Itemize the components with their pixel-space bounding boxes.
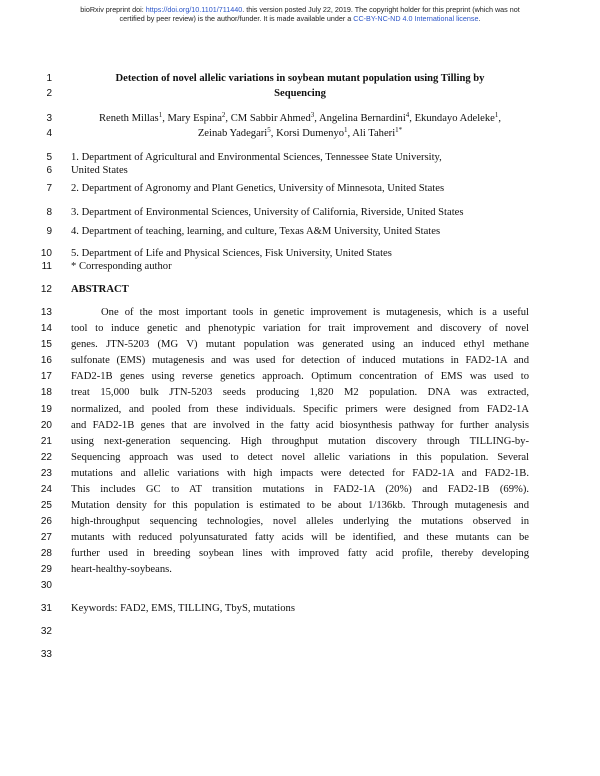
- abstract-line: normalized, and pooled from these individuals. Specific primers were designed from FAD2-1A: [71, 404, 529, 415]
- abstract-line: further used in breeding soybean lines with improved fatty acid profile, thereby developing: [71, 548, 529, 559]
- abstract-line: This includes GC to AT transition mutations in FAD2-1A (20%) and FAD2-1B (69%).: [71, 484, 529, 495]
- line-number: 12: [40, 284, 52, 295]
- line-number: 17: [40, 371, 52, 382]
- header-line-2: certified by peer review) is the author/funder. It is made available under a CC-BY-NC-ND 4.0 International license.: [119, 14, 481, 23]
- abstract-line: genes. JTN-5203 (MG V) mutant population was generated using an induced ethyl methane: [71, 339, 529, 350]
- affiliation-4: 4. Department of teaching, learning, and culture, Texas A&M University, United States: [71, 226, 441, 237]
- line-number: 24: [40, 484, 52, 495]
- abstract-line: Sequencing approach was used to detect novel allelic variations in this population. Several: [71, 452, 529, 463]
- abstract-line: using next-generation sequencing. High throughput mutation discovery through TILLING-by-: [71, 436, 529, 447]
- abstract-line: sulfonate (EMS) mutagenesis and was used for detection of induced mutations in FAD2-1A and: [71, 355, 529, 366]
- line-number: 23: [40, 468, 52, 479]
- line-number: 15: [40, 339, 52, 350]
- affiliation-2: 2. Department of Agronomy and Plant Genetics, University of Minnesota, United States: [71, 183, 445, 194]
- line-number: 27: [40, 532, 52, 543]
- abstract-line: mutants with reduced polyunsaturated fatty acids will be identified, and these mutants can be: [71, 532, 529, 543]
- line-number: 16: [40, 355, 52, 366]
- line-number: 31: [40, 603, 52, 614]
- line-number: 5: [46, 152, 52, 163]
- line-number: 18: [40, 387, 52, 398]
- line-number: 26: [40, 516, 52, 527]
- abstract-heading: ABSTRACT: [71, 284, 129, 295]
- line-number: 28: [40, 548, 52, 559]
- line-number: 14: [40, 323, 52, 334]
- line-number: 22: [40, 452, 52, 463]
- affiliation-3: 3. Department of Environmental Sciences, University of California, Riverside, United States: [71, 207, 464, 218]
- line-number: 1: [46, 73, 52, 84]
- line-number: 20: [40, 420, 52, 431]
- title-line-2: Sequencing: [274, 88, 326, 99]
- line-number: 13: [40, 307, 52, 318]
- line-number: 8: [46, 207, 52, 218]
- line-number: 6: [46, 165, 52, 176]
- line-number: 33: [40, 649, 52, 660]
- authors-line-2: Zeinab Yadegari$^5$, Korsi Dumenyo$^1$, Ali Taheri$^{1*}$: [197, 126, 403, 139]
- abstract-line: Mutation density for this population is estimated to be about 1/136kb. Through mutagenesis and: [71, 500, 529, 511]
- line-number: 9: [46, 226, 52, 237]
- title-line-1: Detection of novel allelic variations in soybean mutant population using Tilling by: [115, 73, 485, 84]
- header-line-1: bioRxiv preprint doi: https://doi.org/10.1101/711440. this version posted July 22, 2019. The copyright holder for this preprint (which was not: [80, 5, 520, 14]
- line-number: 3: [46, 113, 52, 124]
- abstract-line: FAD2-1B genes using reverse genetics approach. Optimum concentration of EMS was used to: [71, 371, 529, 382]
- authors-line-1: Reneth Millas$^1$, Mary Espina$^2$, CM Sabbir Ahmed$^3$, Angelina Bernardini$^4$, Ekundayo Adeleke$^1$,: [98, 111, 502, 124]
- keywords: Keywords: FAD2, EMS, TILLING, TbyS, mutations: [71, 603, 295, 614]
- line-number: 29: [40, 564, 52, 575]
- line-number: 30: [40, 580, 52, 591]
- doi-link[interactable]: https://doi.org/10.1101/711440: [145, 5, 243, 14]
- line-number: 21: [40, 436, 52, 447]
- preprint-header: [0, 5, 600, 23]
- line-number: 2: [46, 88, 52, 99]
- affiliation-5: 5. Department of Life and Physical Sciences, Fisk University, United States: [71, 248, 392, 259]
- line-number: 19: [40, 404, 52, 415]
- line-number: 7: [46, 183, 52, 194]
- affiliation-1-cont: United States: [71, 165, 128, 176]
- abstract-line: treat 15,000 bulk JTN-5203 seeds producing 1,820 M2 population. DNA was extracted,: [71, 387, 529, 398]
- abstract-line: and FAD2-1B genes that are involved in the fatty acid biosynthesis pathway for further analysis: [71, 420, 529, 431]
- line-number: 11: [41, 261, 52, 272]
- line-number: 25: [40, 500, 52, 511]
- abstract-line: heart-healthy-soybeans.: [71, 564, 172, 575]
- line-number: 10: [40, 248, 52, 259]
- abstract-line: mutations and allelic variations with high impacts were detected for FAD2-1A and FAD2-1B.: [71, 468, 529, 479]
- affiliation-1: 1. Department of Agricultural and Environmental Sciences, Tennessee State University,: [71, 152, 442, 163]
- line-number: 32: [40, 626, 52, 637]
- abstract-line: high-throughput sequencing technologies, novel alleles underlying the mutations observed in: [71, 516, 529, 527]
- abstract-line: tool to induce genetic and phenotypic variation for trait improvement and discovery of novel: [71, 323, 529, 334]
- abstract-line: One of the most important tools in genetic improvement is mutagenesis, which is a useful: [101, 307, 529, 318]
- line-number: 4: [46, 128, 52, 139]
- license-link[interactable]: CC-BY-NC-ND 4.0 International license: [353, 14, 479, 23]
- corresponding-author: * Corresponding author: [71, 261, 172, 272]
